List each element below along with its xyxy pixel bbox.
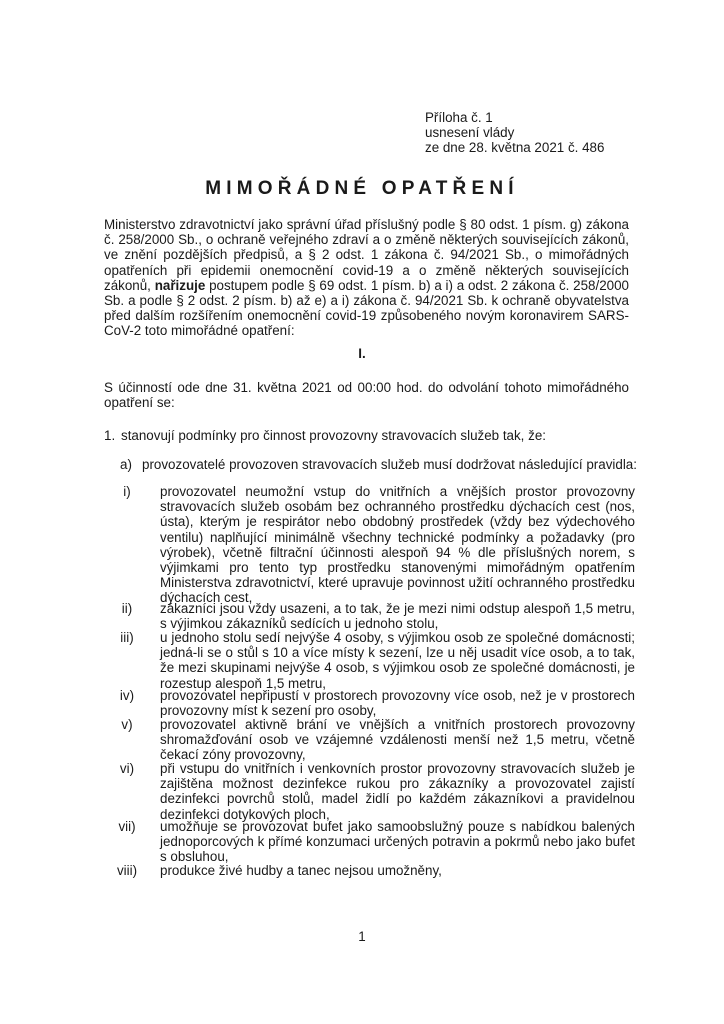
intro-bold-word: nařizuje: [154, 277, 206, 293]
page-number: 1: [358, 929, 366, 944]
rule-text: zákazníci jsou vždy usazeni, a to tak, že je mezi nimi odstup alespoň 1,5 metru, s výjimkou zákazníků sedících u jednoho stolu,: [160, 601, 635, 632]
list-item-number: 1.: [104, 428, 116, 443]
document-title: MIMOŘÁDNÉ OPATŘENÍ: [205, 178, 519, 199]
intro-paragraph: [104, 217, 629, 339]
rule-number: iii): [120, 630, 134, 645]
rule-number: vii): [118, 819, 136, 834]
rule-number: i): [123, 484, 131, 499]
annex-date: ze dne 28. května 2021 č. 486: [425, 140, 605, 156]
rule-number: iv): [119, 688, 135, 703]
sub-item-text: provozovatelé provozoven stravovacích služeb musí dodržovat následující pravidla:: [142, 457, 637, 472]
annex-header: [425, 110, 685, 156]
section-heading: I.: [358, 346, 366, 361]
sub-item-label: a): [120, 457, 132, 472]
intro-text-after: postupem podle § 69 odst. 1 písm. b) a i) a odst. 2 zákona č. 258/2000 Sb. a podle § 2 odst. 2 písm. b) až e) a i) zákona č. 94/2021 Sb. k ochraně obyvatelstva před dalším rozšířením onemocnění covid-19 způsobeného novým koronavirem SARS-CoV-2 toto mimořádné opatření:: [104, 277, 630, 339]
rule-number: ii): [121, 601, 133, 616]
effect-paragraph: S účinností ode dne 31. května 2021 od 00:00 hod. do odvolání tohoto mimořádného opatření se:: [104, 380, 629, 411]
rule-text: provozovatel nepřipustí v prostorech provozovny více osob, než je v prostorech provozovny míst k sezení pro osoby,: [160, 688, 635, 719]
rule-number: vi): [119, 761, 135, 776]
rule-text: provozovatel neumožní vstup do vnitřních a vnějších prostor provozovny stravovacích služeb osobám bez ochranného prostředku dýchacích cest (nos, ústa), kterým je respirátor nebo obdobný prostředek (vždy bez výdechového ventilu) naplňující minimálně všechny technické podmínky a požadavky (pro výrobek), včetně filtrační účinnosti alespoň 94 % dle příslušných norem, s výjimkami pro tento typ prostředku stanovenými mimořádným opatřením Ministerstva zdravotnictví, které upravuje povinnost užití ochranného prostředku dýchacích cest,: [160, 484, 635, 606]
rule-number: v): [121, 717, 133, 732]
rule-text: při vstupu do vnitřních i venkovních prostor provozovny stravovacích služeb je zajištěna možnost dezinfekce rukou pro zákazníky a provozovatel zajistí dezinfekci povrchů stolů, madel židlí po každém zákazníkovi a pravidelnou dezinfekci dotykových ploch,: [160, 761, 635, 822]
rule-text: provozovatel aktivně brání ve vnějších a vnitřních prostorech provozovny shromažďování osob ve vzájemné vzdálenosti menší než 1,5 metru, včetně čekací zóny provozovny,: [160, 717, 635, 763]
rule-text: u jednoho stolu sedí nejvýše 4 osoby, s výjimkou osob ze společné domácnosti; jedná-li se o stůl s 10 a více místy k sezení, lze u něj usadit více osob, a to tak, že mezi skupinami nejvýše 4 osob, s výjimkou osob ze společné domácnosti, je rozestup alespoň 1,5 metru,: [160, 630, 635, 691]
annex-number: Příloha č. 1: [425, 110, 493, 125]
annex-resolution: usnesení vlády: [425, 125, 515, 141]
list-item-text: stanovují podmínky pro činnost provozovny stravovacích služeb tak, že:: [121, 428, 546, 443]
rule-text: umožňuje se provozovat bufet jako samoobslužný pouze s nabídkou balených jednoporcových k přímé konzumaci určených potravin a pokrmů nebo jako bufet s obsluhou,: [160, 819, 635, 865]
rule-number: viii): [116, 863, 138, 878]
rule-text: produkce živé hudby a tanec nejsou umožněny,: [160, 863, 442, 878]
intro-text-before: Ministerstvo zdravotnictví jako správní úřad příslušný podle § 80 odst. 1 písm. g) zákona č. 258/2000 Sb., o ochraně veřejného zdraví a o změně některých souvisejících zákonů, ve znění pozdějších předpisů, a § 2 odst. 1 zákona č. 94/2021 Sb., o mimořádných opatřeních při epidemii onemocnění covid-19 a o změně některých souvisejících zákonů,: [104, 217, 629, 293]
